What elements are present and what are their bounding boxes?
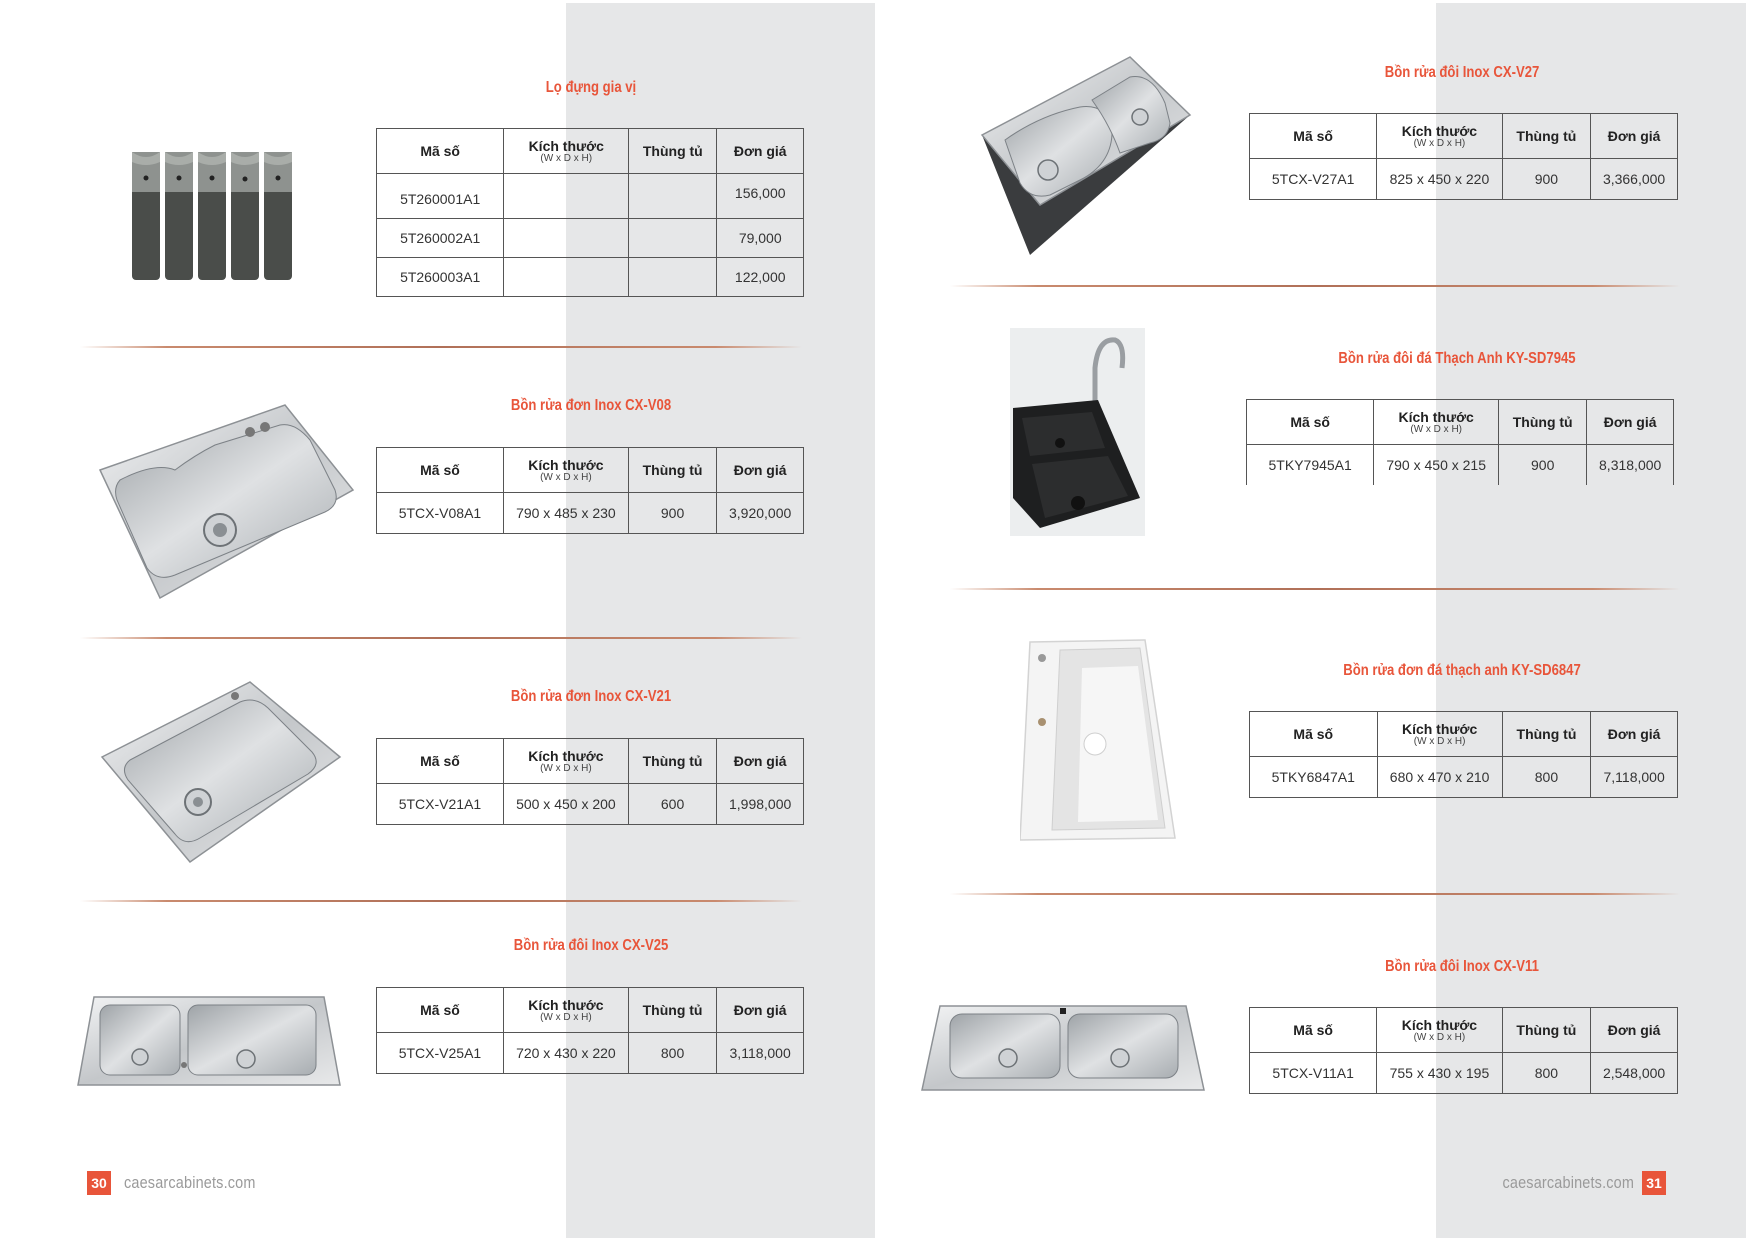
double-steel-sink-image xyxy=(76,993,342,1089)
spec-table xyxy=(376,738,804,825)
section-divider xyxy=(80,346,802,348)
header-size: Kích thước (W x D x H) xyxy=(1374,400,1499,445)
footer-website: caesarcabinets.com xyxy=(1502,1173,1635,1192)
product-title: Bồn rửa đơn Inox CX-V21 xyxy=(510,688,672,705)
cell-size xyxy=(504,174,629,219)
cell-cabinet: 800 xyxy=(1502,1053,1591,1094)
cell-size: 500 x 450 x 200 xyxy=(503,784,628,825)
header-size: Kích thước (W x D x H) xyxy=(503,448,628,493)
black-quartz-double-sink-image xyxy=(1010,328,1145,536)
cell-code: 5T260003A1 xyxy=(377,258,504,297)
header-code: Mã số xyxy=(1250,114,1377,159)
product-title: Bồn rửa đôi đá Thạch Anh KY-SD7945 xyxy=(1338,350,1576,367)
cell-price: 1,998,000 xyxy=(717,784,804,825)
spec-table xyxy=(376,987,804,1074)
header-price: Đơn giá xyxy=(1591,712,1678,757)
header-price: Đơn giá xyxy=(1591,1008,1678,1053)
cell-price: 8,318,000 xyxy=(1587,445,1674,486)
table-row xyxy=(377,219,804,258)
section-divider xyxy=(80,637,802,639)
header-cabinet: Thùng tủ xyxy=(628,448,716,493)
header-code: Mã số xyxy=(1247,400,1374,445)
cell-price: 79,000 xyxy=(717,219,804,258)
cell-price: 156,000 xyxy=(717,174,804,219)
double-steel-sink-image xyxy=(920,1002,1206,1094)
header-code: Mã số xyxy=(377,988,504,1033)
table-row xyxy=(377,1033,804,1074)
cell-price: 3,118,000 xyxy=(717,1033,804,1074)
header-size: Kích thước (W x D x H) xyxy=(503,739,628,784)
header-cabinet: Thùng tủ xyxy=(1502,114,1591,159)
cell-cabinet: 800 xyxy=(1502,757,1591,798)
spec-table xyxy=(1249,1007,1678,1094)
page-number: 31 xyxy=(1642,1171,1666,1195)
table-row xyxy=(377,493,804,534)
header-price: Đơn giá xyxy=(1591,114,1678,159)
header-cabinet: Thùng tủ xyxy=(1502,712,1591,757)
header-code: Mã số xyxy=(1250,1008,1377,1053)
header-cabinet: Thùng tủ xyxy=(628,988,716,1033)
footer-website: caesarcabinets.com xyxy=(124,1173,256,1192)
cell-size xyxy=(504,258,629,297)
section-divider xyxy=(950,588,1680,590)
white-quartz-single-sink-image xyxy=(1020,638,1180,842)
cell-size: 790 x 485 x 230 xyxy=(503,493,628,534)
table-row xyxy=(1250,1053,1678,1094)
product-title: Bồn rửa đơn đá thạch anh KY-SD6847 xyxy=(1343,662,1581,679)
product-title: Bồn rửa đôi Inox CX-V11 xyxy=(1385,958,1539,975)
table-row xyxy=(1250,757,1678,798)
section-divider xyxy=(950,893,1680,895)
single-steel-sink-image xyxy=(90,672,352,872)
product-title: Bồn rửa đôi Inox CX-V27 xyxy=(1384,64,1540,81)
cell-code: 5TCX-V21A1 xyxy=(377,784,504,825)
cell-code: 5TKY7945A1 xyxy=(1247,445,1374,486)
header-price: Đơn giá xyxy=(717,988,804,1033)
table-row xyxy=(377,174,804,219)
single-steel-sink-image xyxy=(95,400,357,600)
cell-price: 3,366,000 xyxy=(1591,159,1678,200)
table-row xyxy=(1247,445,1674,486)
header-cabinet: Thùng tủ xyxy=(629,129,717,174)
header-size: Kích thước (W x D x H) xyxy=(1377,114,1502,159)
spec-table xyxy=(1249,113,1678,200)
cell-price: 122,000 xyxy=(717,258,804,297)
cell-cabinet: 900 xyxy=(1502,159,1591,200)
header-cabinet: Thùng tủ xyxy=(628,739,716,784)
cell-size: 720 x 430 x 220 xyxy=(503,1033,628,1074)
cell-cabinet xyxy=(629,174,717,219)
header-code: Mã số xyxy=(377,739,504,784)
table-row xyxy=(377,784,804,825)
cell-price: 2,548,000 xyxy=(1591,1053,1678,1094)
spec-table xyxy=(1249,711,1678,798)
section-divider xyxy=(950,285,1680,287)
product-title: Bồn rửa đôi Inox CX-V25 xyxy=(513,937,669,954)
section-divider xyxy=(80,900,802,902)
spice-jars-image xyxy=(130,148,295,284)
header-size: Kích thước (W x D x H) xyxy=(1377,712,1502,757)
spec-table xyxy=(376,447,804,534)
product-title: Bồn rửa đơn Inox CX-V08 xyxy=(510,397,672,414)
cell-cabinet: 600 xyxy=(628,784,716,825)
header-code: Mã số xyxy=(377,129,504,174)
cell-code: 5TCX-V27A1 xyxy=(1250,159,1377,200)
table-row xyxy=(1250,159,1678,200)
cell-cabinet: 900 xyxy=(628,493,716,534)
cell-code: 5TCX-V08A1 xyxy=(377,493,504,534)
cell-cabinet xyxy=(629,219,717,258)
cell-cabinet: 800 xyxy=(628,1033,716,1074)
header-price: Đơn giá xyxy=(1587,400,1674,445)
cell-code: 5T260002A1 xyxy=(377,219,504,258)
cell-size: 790 x 450 x 215 xyxy=(1374,445,1499,486)
table-row xyxy=(377,258,804,297)
cell-code: 5TKY6847A1 xyxy=(1250,757,1378,798)
cell-cabinet xyxy=(629,258,717,297)
header-price: Đơn giá xyxy=(717,448,804,493)
cell-price: 3,920,000 xyxy=(717,493,804,534)
product-title: Lọ đựng gia vị xyxy=(545,79,637,96)
cell-size xyxy=(504,219,629,258)
header-code: Mã số xyxy=(377,448,504,493)
header-cabinet: Thùng tủ xyxy=(1502,1008,1591,1053)
header-size: Kích thước (W x D x H) xyxy=(504,129,629,174)
cell-code: 5T260001A1 xyxy=(377,174,504,219)
cell-price: 7,118,000 xyxy=(1591,757,1678,798)
header-size: Kích thước (W x D x H) xyxy=(1377,1008,1502,1053)
cell-size: 825 x 450 x 220 xyxy=(1377,159,1502,200)
spec-table xyxy=(1246,399,1674,485)
header-code: Mã số xyxy=(1250,712,1378,757)
cell-size: 680 x 470 x 210 xyxy=(1377,757,1502,798)
page-number: 30 xyxy=(87,1171,111,1195)
header-size: Kích thước (W x D x H) xyxy=(503,988,628,1033)
header-price: Đơn giá xyxy=(717,739,804,784)
double-steel-sink-image xyxy=(980,55,1192,257)
cell-code: 5TCX-V11A1 xyxy=(1250,1053,1377,1094)
cell-cabinet: 900 xyxy=(1499,445,1587,486)
header-price: Đơn giá xyxy=(717,129,804,174)
cell-size: 755 x 430 x 195 xyxy=(1377,1053,1502,1094)
spec-table xyxy=(376,128,804,297)
header-cabinet: Thùng tủ xyxy=(1499,400,1587,445)
cell-code: 5TCX-V25A1 xyxy=(377,1033,504,1074)
